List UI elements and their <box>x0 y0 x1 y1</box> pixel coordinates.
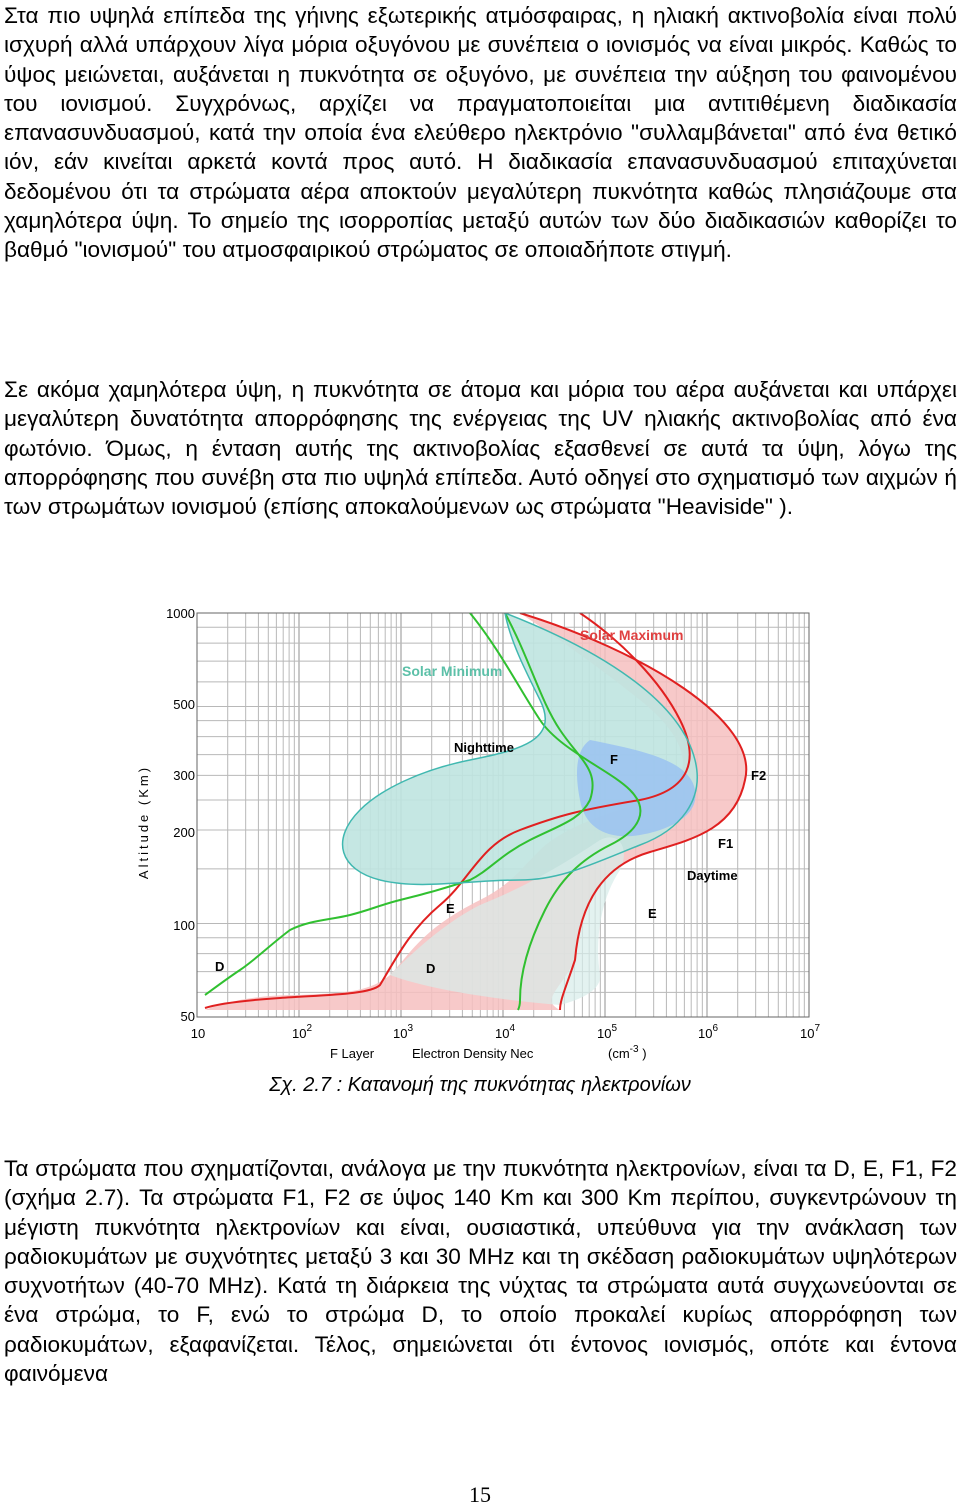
x-axis-label <box>330 1044 647 1061</box>
label-daytime: Daytime <box>687 868 738 883</box>
x-tick-1: 10 <box>190 1026 206 1041</box>
label-d-right: D <box>426 961 436 976</box>
figure-caption: Σχ. 2.7 : Κατανομή της πυκνότητας ηλεκτρονίων <box>269 1074 691 1096</box>
x-tick-3: $10^3$ <box>392 1023 414 1041</box>
label-e-night: E <box>446 901 455 916</box>
label-d-left: D <box>215 959 225 974</box>
x-label-unit: ($cm^{-3}$ ) <box>608 1044 647 1061</box>
y-tick-50: 50 <box>180 1009 195 1024</box>
page-number: 15 <box>469 1482 491 1507</box>
paragraph-ionization-balance: Στα πιο υψηλά επίπεδα της γήινης εξωτερικής ατμόσφαιρας, η ηλιακή ακτινοβολία είναι πολύ ισχυρή αλλά υπάρχουν λίγα μόρια οξυγόνου με συνέπεια ο ιονισμός να είναι μικρός. Καθώς το ύψος μειώνεται, αυξάνεται η πυκνότητα σε οξυγόνο, με συνέπεια την αύξηση του φαινομένου του ιονισμού. Συγχρόνως, αρχίζει να πραγματοποιείται μια αντιτιθέμενη διαδικασία επανασυνδυασμού, κατά την οποία ένα ελεύθερο ηλεκτρόνιο "συλλαμβάνεται" από ένα θετικό ιόν, εάν κινείται αρκετά κοντά προς αυτό. Η διαδικασία επανασυνδυασμού επιταχύνεται δεδομένου ότι τα στρώματα αέρα αποκτούν μεγαλύτερη πυκνότητα καθώς πλησιάζουμε στα χαμηλότερα ύψη. Το σημείο της ισορροπίας μεταξύ αυτών των δύο διαδικασιών καθορίζει το βαθμό "ιονισμού" του ατμοσφαιρικού στρώματος σε οποιαδήποτε στιγμή. <box>4 3 957 263</box>
label-e-day: E <box>648 906 657 921</box>
label-f2: F2 <box>751 768 767 783</box>
x-ticks <box>191 1023 821 1041</box>
label-f1: F1 <box>718 836 734 851</box>
x-tick-5: $10^5$ <box>596 1023 618 1041</box>
paragraph-heaviside-layers: Σε ακόμα χαμηλότερα ύψη, η πυκνότητα σε άτομα και μόρια του αέρα αυξάνεται και υπάρχει μεγαλύτερη δυνατότητα απορρόφησης της ενέργειας της UV ηλιακής ακτινοβολίας από ένα φωτόνιο. Όμως, η ένταση αυτής της ακτινοβολίας εξασθενεί σε αυτά τα ύψη, λόγω της απορρόφησης που συνέβη στα πιο υψηλά επίπεδα. Αυτό οδηγεί στο σχηματισμό των αιχμών ή των στρωμάτων ιονισμού (επίσης αποκαλούμενων ως στρώματα "Heaviside" ). <box>4 377 957 520</box>
y-axis-label: Altitude (Km) <box>136 764 151 880</box>
paragraph-layer-description: Τα στρώματα που σχηματίζονται, ανάλογα με την πυκνότητα ηλεκτρονίων, είναι τα D, E, F1, F2 (σχήμα 2.7). Τα στρώματα F1, F2 σε ύψος 140 Km και 300 Km περίπου, συγκεντρώνουν τη μέγιστη πυκνότητα ηλεκτρονίων και είναι, ουσιαστικά, υπεύθυνα για την ανάκλαση των ραδιοκυμάτων με συχνότητες μεταξύ 3 και 30 MHz και τη σκέδαση ραδιοκυμάτων υψηλότερων συχνοτήτων (40-70 MHz). Κατά τη διάρκεια της νύχτας τα στρώματα αυτά συγχωνεύονται σε ένα στρώμα, το F, ενώ το στρώμα D, το οποίο προκαλεί κυρίως απορρόφηση των ραδιοκυμάτων, εξαφανίζεται. Τέλος, σημειώνεται ότι έντονος ιονισμός, οπότε και έντονα φαινόμενα <box>4 1156 957 1387</box>
label-solar-minimum: Solar Minimum <box>402 663 503 679</box>
x-tick-2: $10^2$ <box>291 1023 313 1041</box>
y-tick-200: 200 <box>173 825 195 840</box>
x-label-f-layer: F Layer <box>330 1046 375 1061</box>
y-tick-500: 500 <box>173 697 195 712</box>
label-solar-maximum: Solar Maximum <box>580 627 684 643</box>
y-tick-1000: 1000 <box>166 606 195 621</box>
y-ticks <box>166 606 195 1024</box>
x-tick-6: $10^6$ <box>697 1023 719 1041</box>
electron-density-figure <box>0 596 960 1066</box>
y-tick-100: 100 <box>173 918 195 933</box>
x-tick-4: $10^4$ <box>494 1023 516 1041</box>
x-label-electron-density: Electron Density Nec <box>412 1046 534 1061</box>
label-nighttime: Nighttime <box>454 740 514 755</box>
plot-area <box>197 613 809 1017</box>
label-f: F <box>610 752 618 767</box>
y-tick-300: 300 <box>173 768 195 783</box>
x-tick-7: $10^7$ <box>799 1023 821 1041</box>
